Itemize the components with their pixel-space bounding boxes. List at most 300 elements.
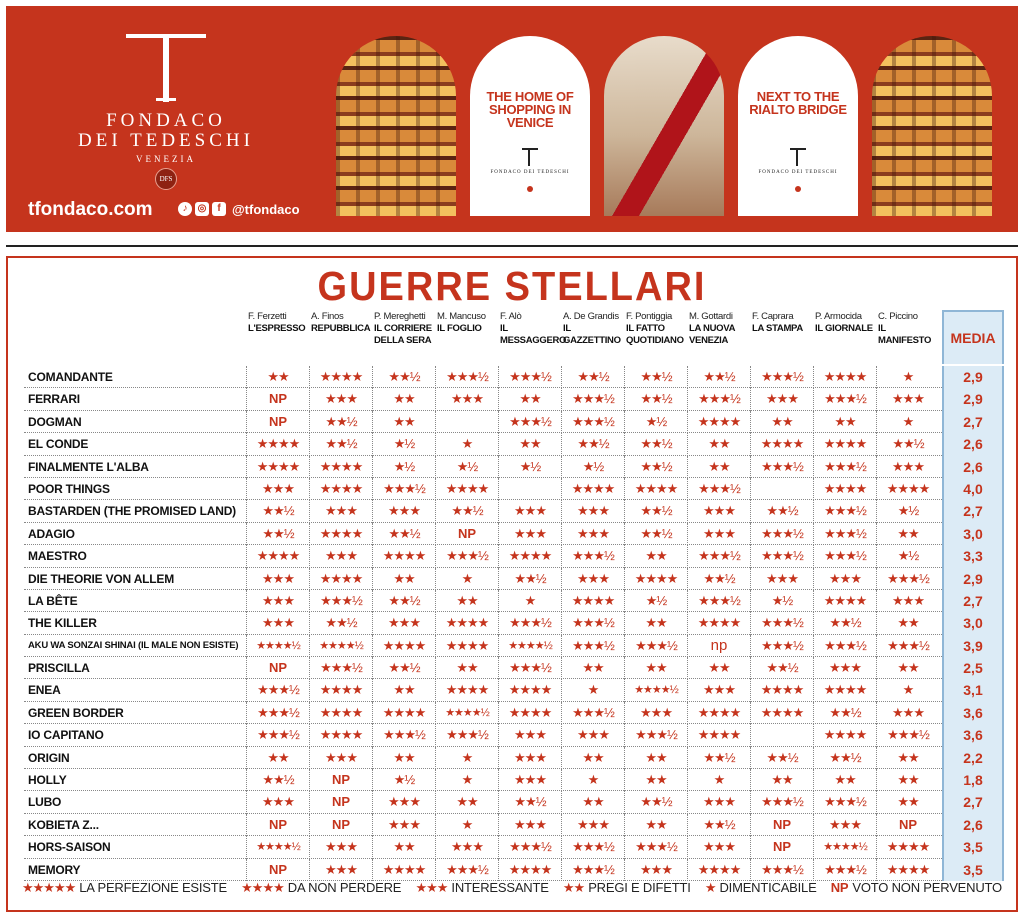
rating-cell: ★ <box>435 769 498 791</box>
table-row <box>24 612 1004 634</box>
rating-cell: ★★★ <box>372 814 435 836</box>
legend <box>22 880 1002 896</box>
legend-item <box>22 880 227 896</box>
rating-cell: ★★★½ <box>561 388 624 410</box>
publication-name: IL MANIFESTO <box>878 323 932 346</box>
critic-name: P. Armocida <box>815 311 862 322</box>
critic-header <box>878 311 939 363</box>
table-row <box>24 523 1004 545</box>
rating-cell: ★★★½ <box>498 612 561 634</box>
rating-cell: ★★★★ <box>561 590 624 612</box>
rating-cell: ★★★½ <box>624 724 687 746</box>
rating-cell: ★★ <box>561 657 624 679</box>
rating-cell: ★ <box>561 769 624 791</box>
rating-cell: ★★★½ <box>813 635 876 657</box>
rating-cell: ★★★½ <box>435 724 498 746</box>
rating-cell: NP <box>750 814 813 836</box>
rating-cell: ★★★★ <box>309 679 372 701</box>
rating-cell: ★★ <box>624 769 687 791</box>
rating-cell: ★★★½ <box>561 411 624 433</box>
publication-name: IL MESSAGGERO <box>500 323 567 346</box>
rating-cell: ★★ <box>561 791 624 813</box>
rating-cell: NP <box>750 836 813 858</box>
rating-cell: ★★★½ <box>246 679 309 701</box>
legend-label: PREGI E DIFETTI <box>588 880 691 895</box>
critic-name: M. Mancuso <box>437 311 486 322</box>
rating-cell: ★★★½ <box>246 724 309 746</box>
rating-cell: ★★ <box>687 433 750 455</box>
rating-cell: ★★★★ <box>750 702 813 724</box>
rating-cell: ★★½ <box>246 769 309 791</box>
legend-label: LA PERFEZIONE ESISTE <box>79 880 227 895</box>
rating-cell: ★★★ <box>246 478 309 500</box>
rating-cell: ★★½ <box>624 388 687 410</box>
media-value: 3,5 <box>942 859 1004 881</box>
rating-cell: ★ <box>687 769 750 791</box>
rating-cell: ★★½ <box>435 500 498 522</box>
rating-cell: ★★★★ <box>309 456 372 478</box>
rating-cell <box>498 478 561 500</box>
rating-cell: ★★ <box>876 769 939 791</box>
rating-cell: ★★★½ <box>309 590 372 612</box>
rating-cell: ★★½ <box>372 523 435 545</box>
rating-cell: ★★★½ <box>687 388 750 410</box>
media-value: 2,2 <box>942 747 1004 769</box>
rating-cell: ★★★★ <box>435 612 498 634</box>
rating-cell: NP <box>876 814 939 836</box>
facebook-icon[interactable]: f <box>212 202 226 216</box>
rating-cell: ★★ <box>561 747 624 769</box>
film-title: ENEA <box>28 683 61 698</box>
rating-cell: ★★★½ <box>435 366 498 388</box>
critic-name: F. Pontiggia <box>626 311 673 322</box>
store-interior-photo <box>872 36 992 216</box>
mini-logo-icon <box>522 148 538 166</box>
rating-cell: ★★★ <box>498 523 561 545</box>
rating-cell: ★★★½ <box>750 859 813 881</box>
rating-cell: ★★½ <box>750 747 813 769</box>
media-value: 3,3 <box>942 545 1004 567</box>
rating-cell: ★★★★ <box>309 523 372 545</box>
rating-cell: ★★★ <box>750 568 813 590</box>
rating-cell: ★★★ <box>624 859 687 881</box>
rating-cell: ★★★ <box>876 590 939 612</box>
film-title: THE KILLER <box>28 616 97 631</box>
tiktok-icon[interactable]: ♪ <box>178 202 192 216</box>
legend-label: DA NON PERDERE <box>287 880 402 895</box>
rating-cell: ★★ <box>687 657 750 679</box>
social-icons <box>178 202 226 216</box>
rating-cell: NP <box>435 523 498 545</box>
rating-cell: ★★★★ <box>687 702 750 724</box>
rating-cell: ★★★★ <box>309 568 372 590</box>
rating-cell: ★★ <box>813 769 876 791</box>
critic-header <box>500 311 567 363</box>
table-row <box>24 702 1004 724</box>
advertisement-banner[interactable] <box>6 6 1018 232</box>
film-title: LA BÊTE <box>28 593 78 608</box>
film-title: IO CAPITANO <box>28 728 104 743</box>
rating-cell: ★★★½ <box>498 411 561 433</box>
rating-cell: ★★★½ <box>624 836 687 858</box>
rating-cell: ★★½ <box>624 523 687 545</box>
critic-header <box>563 311 624 363</box>
rating-cell: ★★★½ <box>561 545 624 567</box>
rating-cell: ★★★ <box>561 500 624 522</box>
rating-cell: ★★ <box>435 791 498 813</box>
rating-cell: ★½ <box>372 456 435 478</box>
mini-logo-text: FONDACO DEI TEDESCHI <box>758 170 838 175</box>
film-title: COMANDANTE <box>28 370 113 384</box>
publication-name: LA STAMPA <box>752 323 803 334</box>
legend-label: VOTO NON PERVENUTO <box>852 880 1002 895</box>
rating-cell: ★★½ <box>750 500 813 522</box>
rating-cell: ★★★ <box>498 769 561 791</box>
slogan-arch-1 <box>470 36 590 216</box>
rating-cell: ★★ <box>813 411 876 433</box>
rating-cell: ★ <box>435 568 498 590</box>
critic-header <box>752 311 813 363</box>
rating-cell: ★★½ <box>372 366 435 388</box>
media-value: 3,1 <box>942 679 1004 701</box>
table-row <box>24 545 1004 567</box>
website-link[interactable]: tfondaco.com <box>28 199 153 220</box>
rating-cell: ★★★ <box>435 836 498 858</box>
publication-name: REPUBBLICA <box>311 323 371 334</box>
rating-cell: ★½ <box>498 456 561 478</box>
table-row <box>24 478 1004 500</box>
rating-cell: ★★★ <box>246 612 309 634</box>
rating-cell: ★★★★ <box>246 545 309 567</box>
mini-logo-icon <box>790 148 806 166</box>
store-interior-photo <box>336 36 456 216</box>
table-row <box>24 500 1004 522</box>
media-value: 2,7 <box>942 411 1004 433</box>
rating-cell: ★½ <box>561 456 624 478</box>
critic-name: M. Gottardi <box>689 311 733 322</box>
rating-cell: ★★★ <box>561 568 624 590</box>
rating-cell: ★★★★ <box>372 702 435 724</box>
rating-cell: ★★½ <box>876 433 939 455</box>
rating-cell: np <box>687 635 750 657</box>
critic-header <box>626 311 687 363</box>
rating-cell: ★★★★½ <box>309 635 372 657</box>
media-value: 2,6 <box>942 814 1004 836</box>
film-title: HOLLY <box>28 773 67 788</box>
table-row <box>24 791 1004 813</box>
rating-cell: ★★½ <box>309 411 372 433</box>
rating-cell: ★ <box>435 433 498 455</box>
rating-cell: ★★ <box>876 791 939 813</box>
rating-cell: ★★★½ <box>624 635 687 657</box>
rating-cell: ★★ <box>372 388 435 410</box>
rating-cell: ★★½ <box>309 433 372 455</box>
film-title: BASTARDEN (THE PROMISED LAND) <box>28 504 236 519</box>
rating-cell: ★½ <box>876 545 939 567</box>
rating-cell: ★★★ <box>246 590 309 612</box>
film-title: AKU WA SONZAI SHINAI (IL MALE NON ESISTE) <box>28 639 239 651</box>
critic-name: F. Caprara <box>752 311 794 322</box>
rating-cell: ★★★ <box>750 388 813 410</box>
table-row <box>24 568 1004 590</box>
rating-cell: ★★★½ <box>813 456 876 478</box>
rating-cell: ★ <box>498 590 561 612</box>
rating-cell: ★★★ <box>687 500 750 522</box>
rating-cell: ★★ <box>246 366 309 388</box>
rating-cell: ★★ <box>435 657 498 679</box>
rating-cell: ★★★½ <box>813 500 876 522</box>
rating-cell: ★★★½ <box>813 859 876 881</box>
rating-cell: ★★ <box>435 590 498 612</box>
media-value: 3,6 <box>942 724 1004 746</box>
legend-item <box>705 880 817 896</box>
media-value: 2,9 <box>942 388 1004 410</box>
legend-item <box>241 880 401 896</box>
rating-cell: ★★★★ <box>876 836 939 858</box>
rating-cell: ★★★ <box>309 859 372 881</box>
rating-cell: ★★★½ <box>561 859 624 881</box>
rating-cell: ★★★½ <box>750 366 813 388</box>
rating-cell: ★★½ <box>309 612 372 634</box>
film-title: PRISCILLA <box>28 661 90 676</box>
rating-cell: ★★★★ <box>246 456 309 478</box>
publication-name: IL CORRIERE DELLA SERA <box>374 323 432 346</box>
rating-cell: ★½ <box>624 590 687 612</box>
media-value: 3,5 <box>942 836 1004 858</box>
slogan-arch-2 <box>738 36 858 216</box>
rating-cell: ★★★★ <box>876 478 939 500</box>
rating-cell: ★★★ <box>624 702 687 724</box>
social-handle[interactable]: @tfondaco <box>232 202 300 217</box>
table-row <box>24 411 1004 433</box>
rating-cell: ★★★½ <box>309 657 372 679</box>
rating-cell: ★★★ <box>813 657 876 679</box>
critic-name: A. De Grandis <box>563 311 619 322</box>
rating-cell: ★★½ <box>498 791 561 813</box>
rating-cell: ★★★ <box>876 456 939 478</box>
rating-cell: ★★ <box>624 657 687 679</box>
rating-cell: ★★★½ <box>498 836 561 858</box>
rating-cell: ★½ <box>876 500 939 522</box>
rating-cell: ★★★★ <box>435 478 498 500</box>
rating-cell: ★★ <box>372 836 435 858</box>
film-title: HORS-SAISON <box>28 840 111 855</box>
film-title: MEMORY <box>28 862 81 877</box>
rating-cell: ★★ <box>750 769 813 791</box>
rating-cell: ★★½ <box>750 657 813 679</box>
rating-cell: ★★★★ <box>498 545 561 567</box>
media-value: 2,6 <box>942 456 1004 478</box>
rating-cell: ★ <box>876 679 939 701</box>
rating-cell: NP <box>309 769 372 791</box>
rating-cell: ★★★ <box>435 388 498 410</box>
rating-cell: ★½ <box>750 590 813 612</box>
media-value: 2,9 <box>942 568 1004 590</box>
rating-cell: NP <box>246 859 309 881</box>
rating-cell: ★★★½ <box>750 791 813 813</box>
rating-cell: ★★½ <box>624 433 687 455</box>
rating-cell: ★★★ <box>687 836 750 858</box>
rating-cell: ★★ <box>372 747 435 769</box>
media-value: 2,5 <box>942 657 1004 679</box>
rating-cell: ★★ <box>498 433 561 455</box>
media-value: 2,7 <box>942 500 1004 522</box>
table-row <box>24 859 1004 881</box>
instagram-icon[interactable]: ◎ <box>195 202 209 216</box>
media-value: 3,0 <box>942 612 1004 634</box>
rating-cell: ★★★★ <box>750 433 813 455</box>
rating-cell <box>750 478 813 500</box>
rating-cell: ★★½ <box>687 814 750 836</box>
rating-cell: NP <box>246 814 309 836</box>
table-row <box>24 433 1004 455</box>
rating-cell: ★★★★ <box>498 679 561 701</box>
rating-cell: ★★★ <box>498 500 561 522</box>
rating-cell: ★★★★ <box>687 612 750 634</box>
rating-cell: ★★★ <box>561 523 624 545</box>
rating-cell: ★★★½ <box>561 702 624 724</box>
rating-cell: ★½ <box>435 456 498 478</box>
film-title: ADAGIO <box>28 526 75 541</box>
rating-cell: ★★★★ <box>624 568 687 590</box>
rating-cell: ★★ <box>624 612 687 634</box>
rating-cell: ★★½ <box>498 568 561 590</box>
critic-header <box>815 311 876 363</box>
critic-header <box>437 311 498 363</box>
fondaco-logo-icon <box>126 34 206 104</box>
rating-cell: ★★ <box>624 814 687 836</box>
mini-badge-icon <box>527 186 533 192</box>
table-row <box>24 456 1004 478</box>
rating-cell: ★★★ <box>687 791 750 813</box>
rating-cell: ★★★ <box>372 500 435 522</box>
rating-cell: ★★★½ <box>372 724 435 746</box>
table-row <box>24 769 1004 791</box>
rating-cell: NP <box>309 814 372 836</box>
film-title: GREEN BORDER <box>28 705 124 720</box>
rating-cell: ★★★½ <box>750 635 813 657</box>
rating-cell: ★★★★ <box>813 590 876 612</box>
rating-cell: ★★½ <box>246 523 309 545</box>
rating-cell: ★★★★½ <box>498 635 561 657</box>
rating-cell: ★★★ <box>246 791 309 813</box>
escalator-photo <box>604 36 724 216</box>
rating-cell: ★★★½ <box>813 523 876 545</box>
ratings-grid <box>24 366 1004 881</box>
rating-cell: ★★ <box>246 747 309 769</box>
rating-cell: ★★★★ <box>813 366 876 388</box>
table-row <box>24 724 1004 746</box>
rating-cell: ★★ <box>876 657 939 679</box>
rating-cell: ★★½ <box>813 702 876 724</box>
publication-name: L'ESPRESSO <box>248 323 306 334</box>
film-title: DIE THEORIE VON ALLEM <box>28 571 175 586</box>
media-value: 2,7 <box>942 791 1004 813</box>
rating-cell: ★★★★½ <box>246 635 309 657</box>
mini-badge-icon <box>795 186 801 192</box>
film-title: POOR THINGS <box>28 481 110 496</box>
table-row <box>24 635 1004 657</box>
media-value: 2,6 <box>942 433 1004 455</box>
rating-cell: ★★★★ <box>624 478 687 500</box>
table-row <box>24 657 1004 679</box>
critic-name: F. Alò <box>500 311 522 322</box>
divider <box>6 245 1018 247</box>
ratings-table-box <box>6 256 1018 912</box>
film-title: FERRARI <box>28 392 80 407</box>
legend-item <box>563 880 691 896</box>
publication-name: IL GAZZETTINO <box>563 323 621 346</box>
rating-cell: ★★★ <box>876 388 939 410</box>
rating-cell: ★★★★ <box>246 433 309 455</box>
film-title: FINALMENTE L'ALBA <box>28 459 149 474</box>
media-value: 3,9 <box>942 635 1004 657</box>
rating-cell: ★★★ <box>813 568 876 590</box>
media-header: MEDIA <box>942 310 1004 364</box>
rating-cell: ★★★½ <box>750 456 813 478</box>
rating-cell: ★★★★ <box>498 702 561 724</box>
legend-symbol: ★ <box>704 880 716 895</box>
legend-symbol: NP <box>830 880 849 895</box>
rating-cell: ★★★★½ <box>246 836 309 858</box>
rating-cell: ★ <box>561 679 624 701</box>
rating-cell: ★★★½ <box>435 545 498 567</box>
brand-name-line2: DEI TEDESCHI <box>78 130 254 151</box>
rating-cell: ★★ <box>876 747 939 769</box>
rating-cell: ★★★½ <box>561 635 624 657</box>
rating-cell <box>750 724 813 746</box>
media-value: 3,6 <box>942 702 1004 724</box>
media-value: 1,8 <box>942 769 1004 791</box>
mini-logo-text: FONDACO DEI TEDESCHI <box>490 170 570 175</box>
legend-symbol: ★★ <box>562 880 585 895</box>
rating-cell: ★★★ <box>687 523 750 545</box>
slogan-text-1: THE HOME OF SHOPPING IN VENICE <box>486 89 574 130</box>
rating-cell: ★★★½ <box>687 478 750 500</box>
legend-label: INTERESSANTE <box>451 880 549 895</box>
rating-cell: ★★½ <box>624 366 687 388</box>
rating-cell: ★★★★ <box>687 411 750 433</box>
rating-cell: ★★★ <box>309 545 372 567</box>
rating-cell: ★★★½ <box>876 568 939 590</box>
legend-label: DIMENTICABILE <box>719 880 817 895</box>
rating-cell: ★★★★ <box>687 859 750 881</box>
rating-cell: ★★★★ <box>813 433 876 455</box>
rating-cell: ★★★ <box>372 612 435 634</box>
film-title: ORIGIN <box>28 750 70 765</box>
table-row <box>24 366 1004 388</box>
rating-cell: ★★ <box>687 456 750 478</box>
rating-cell: ★★★ <box>498 724 561 746</box>
critic-name: A. Finos <box>311 311 344 322</box>
film-title: MAESTRO <box>28 549 87 564</box>
rating-cell: ★ <box>435 747 498 769</box>
rating-cell: ★½ <box>624 411 687 433</box>
table-row <box>24 590 1004 612</box>
rating-cell: ★★½ <box>372 590 435 612</box>
rating-cell: ★★½ <box>624 500 687 522</box>
rating-cell: ★★ <box>750 411 813 433</box>
rating-cell: ★★★★ <box>561 478 624 500</box>
rating-cell: ★★½ <box>561 366 624 388</box>
rating-cell: ★★ <box>372 568 435 590</box>
rating-cell: ★★★★ <box>309 702 372 724</box>
film-title: KOBIETA Z... <box>28 817 99 832</box>
legend-item <box>415 880 548 896</box>
rating-cell: ★★★½ <box>498 657 561 679</box>
rating-cell: NP <box>246 388 309 410</box>
rating-cell: ★★½ <box>813 612 876 634</box>
